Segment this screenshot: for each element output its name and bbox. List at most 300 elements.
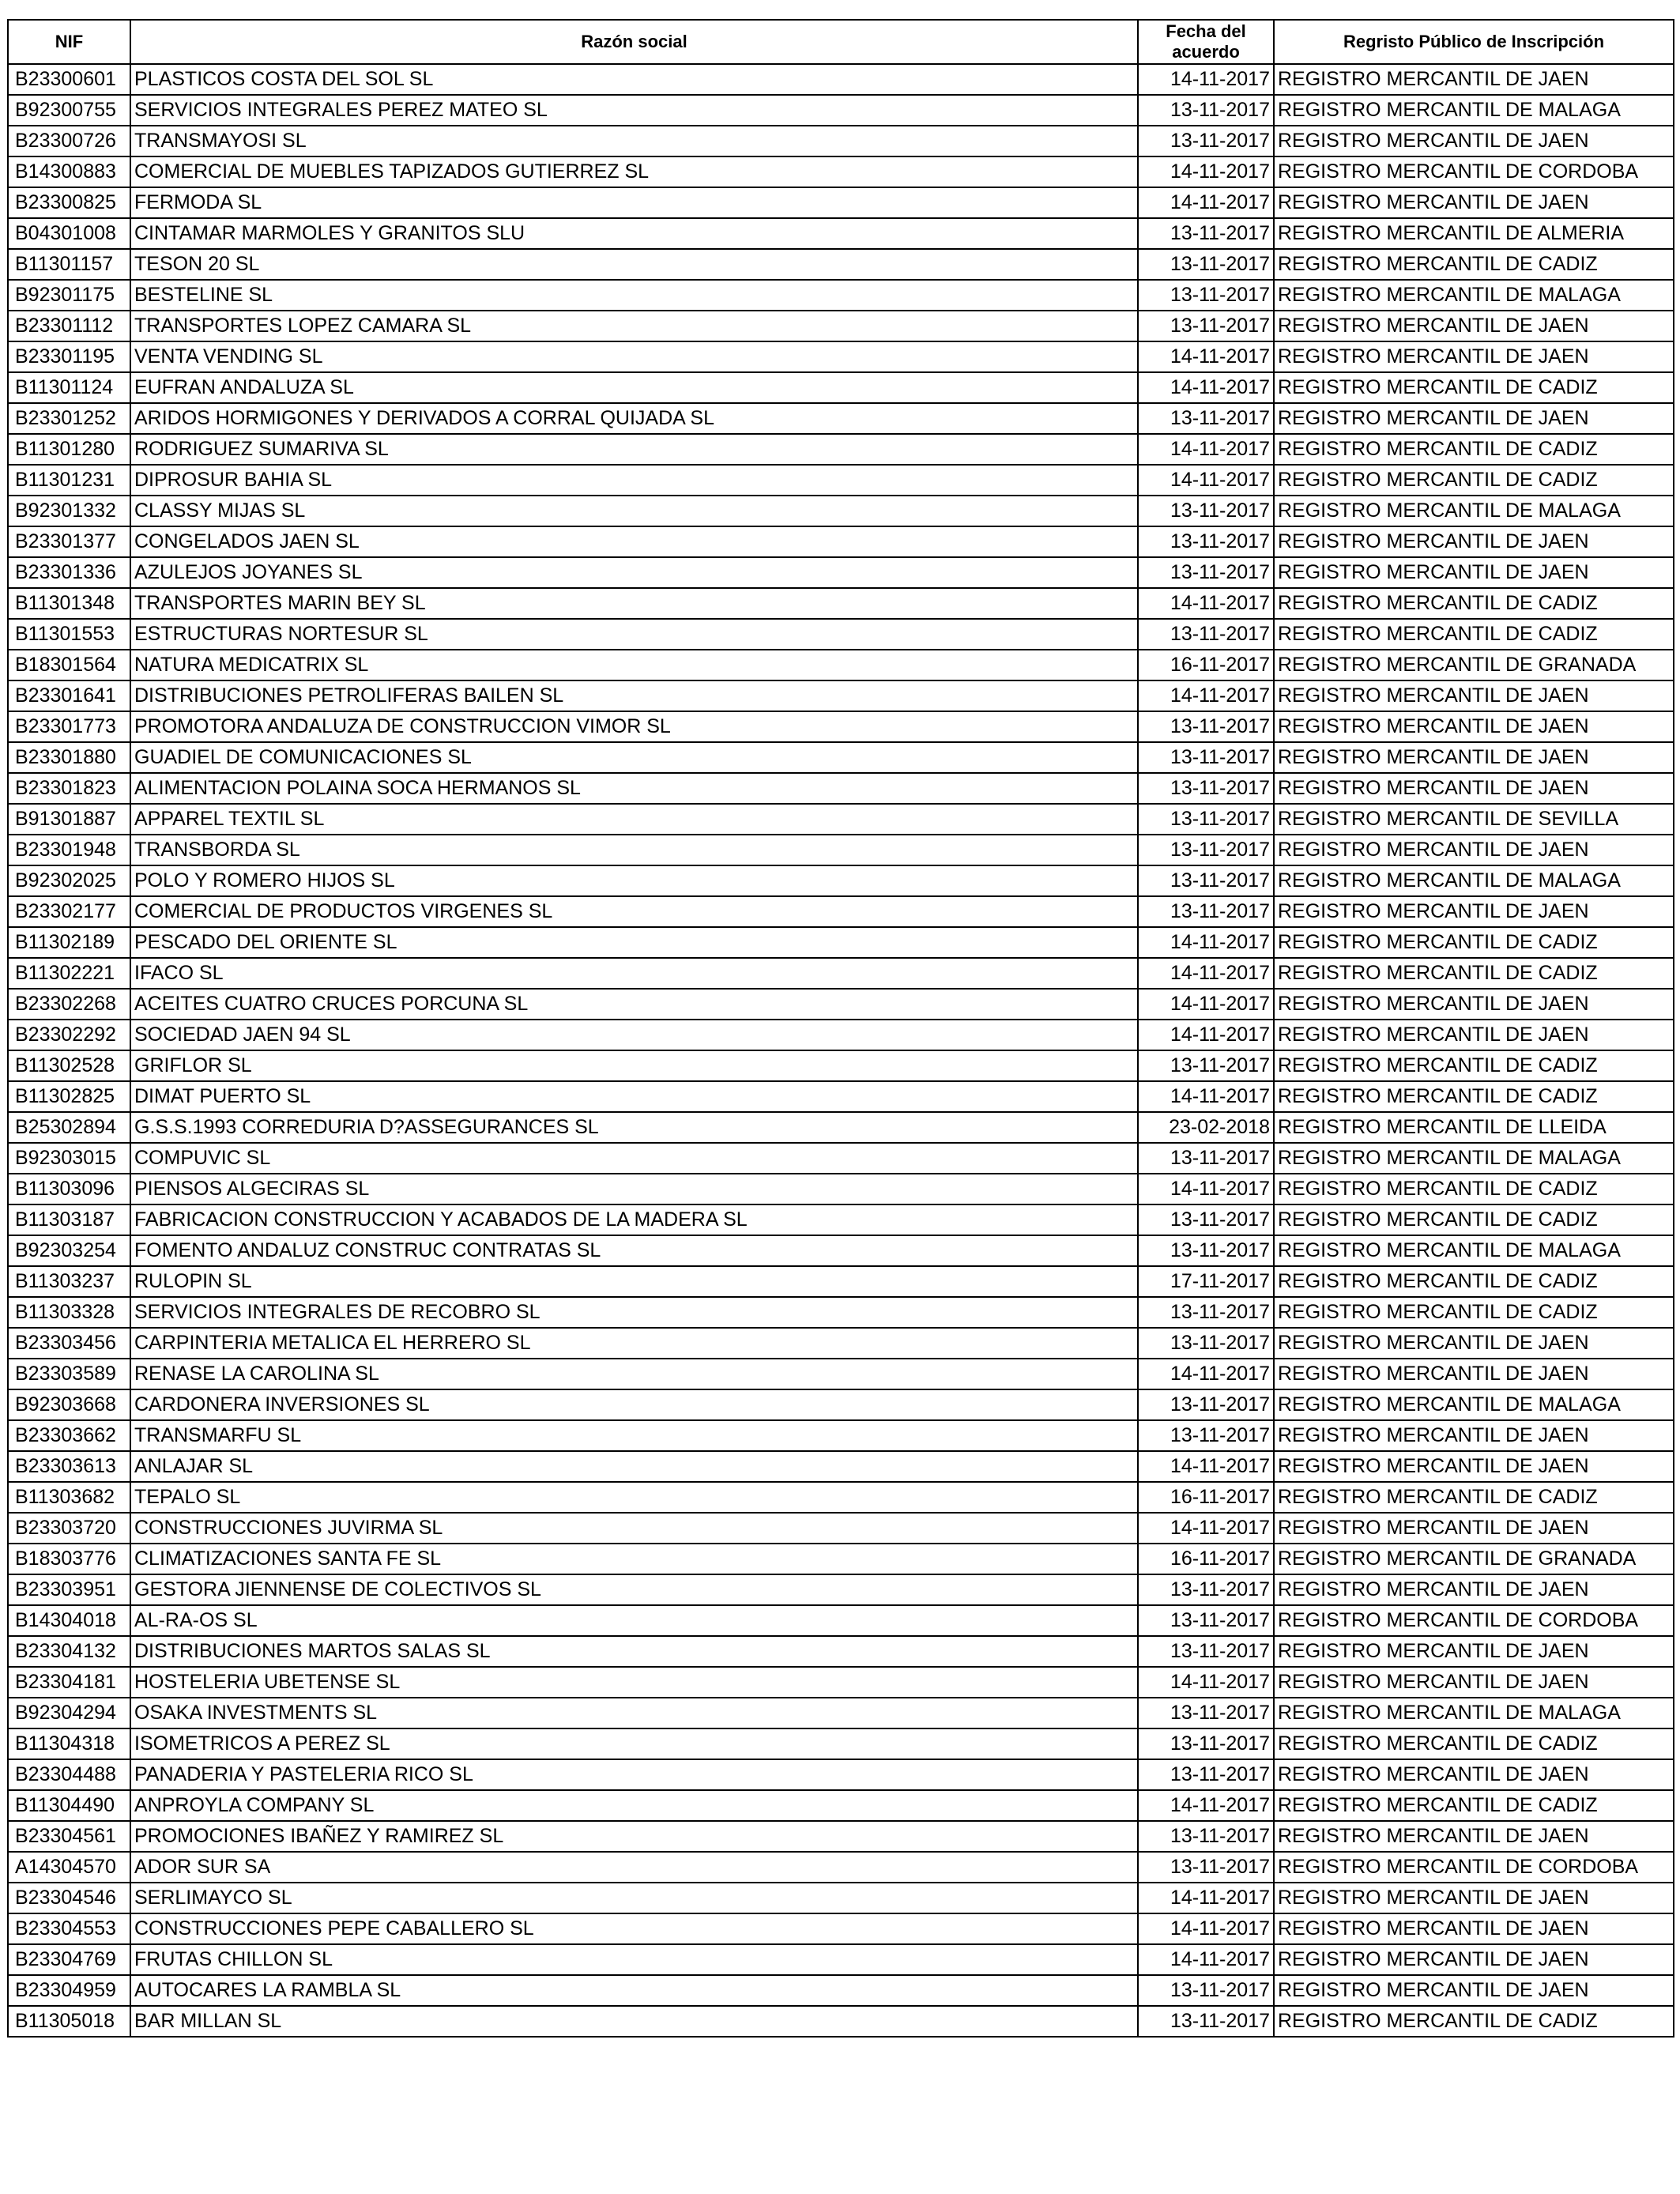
table-row: [8, 1204, 1674, 1235]
cell-registro: REGISTRO MERCANTIL DE JAEN: [1274, 1975, 1674, 2006]
cell-fecha: 14-11-2017: [1138, 1883, 1274, 1913]
cell-registro: REGISTRO MERCANTIL DE JAEN: [1274, 742, 1674, 773]
table-row: [8, 557, 1674, 588]
table-row: [8, 650, 1674, 680]
cell-registro: REGISTRO MERCANTIL DE JAEN: [1274, 1451, 1674, 1482]
table-row: [8, 1728, 1674, 1759]
cell-nif: B23304546: [8, 1883, 130, 1913]
cell-fecha: 16-11-2017: [1138, 1544, 1274, 1574]
cell-fecha: 14-11-2017: [1138, 1667, 1274, 1698]
cell-nif: B11301553: [8, 619, 130, 650]
cell-razon-social: ARIDOS HORMIGONES Y DERIVADOS A CORRAL QUIJADA SL: [130, 403, 1138, 434]
table-row: [8, 403, 1674, 434]
cell-razon-social: DISTRIBUCIONES PETROLIFERAS BAILEN SL: [130, 680, 1138, 711]
table-row: [8, 1235, 1674, 1266]
cell-razon-social: AUTOCARES LA RAMBLA SL: [130, 1975, 1138, 2006]
cell-nif: B11303187: [8, 1204, 130, 1235]
cell-registro: REGISTRO MERCANTIL DE CADIZ: [1274, 1204, 1674, 1235]
cell-razon-social: RULOPIN SL: [130, 1266, 1138, 1297]
cell-registro: REGISTRO MERCANTIL DE MALAGA: [1274, 280, 1674, 311]
cell-nif: B23304561: [8, 1821, 130, 1852]
cell-fecha: 23-02-2018: [1138, 1112, 1274, 1143]
header-fecha-acuerdo: Fecha del acuerdo: [1138, 20, 1274, 64]
cell-registro: REGISTRO MERCANTIL DE JAEN: [1274, 835, 1674, 865]
table-row: [8, 218, 1674, 249]
cell-razon-social: CINTAMAR MARMOLES Y GRANITOS SLU: [130, 218, 1138, 249]
table-row: [8, 1081, 1674, 1112]
cell-fecha: 13-11-2017: [1138, 526, 1274, 557]
cell-nif: B14304018: [8, 1605, 130, 1636]
cell-registro: REGISTRO MERCANTIL DE CORDOBA: [1274, 1605, 1674, 1636]
cell-razon-social: EUFRAN ANDALUZA SL: [130, 372, 1138, 403]
cell-registro: REGISTRO MERCANTIL DE SEVILLA: [1274, 804, 1674, 835]
cell-razon-social: PIENSOS ALGECIRAS SL: [130, 1174, 1138, 1204]
cell-fecha: 13-11-2017: [1138, 95, 1274, 126]
cell-registro: REGISTRO MERCANTIL DE JAEN: [1274, 1513, 1674, 1544]
cell-nif: B23301112: [8, 311, 130, 341]
cell-nif: B23304181: [8, 1667, 130, 1698]
table-row: [8, 1759, 1674, 1790]
table-row: [8, 1790, 1674, 1821]
cell-nif: B92301175: [8, 280, 130, 311]
cell-razon-social: ADOR SUR SA: [130, 1852, 1138, 1883]
cell-razon-social: FRUTAS CHILLON SL: [130, 1944, 1138, 1975]
cell-nif: B18301564: [8, 650, 130, 680]
cell-razon-social: VENTA VENDING SL: [130, 341, 1138, 372]
cell-nif: B23303589: [8, 1359, 130, 1389]
table-row: [8, 588, 1674, 619]
cell-fecha: 14-11-2017: [1138, 372, 1274, 403]
cell-registro: REGISTRO MERCANTIL DE JAEN: [1274, 1944, 1674, 1975]
table-row: [8, 1698, 1674, 1728]
cell-registro: REGISTRO MERCANTIL DE JAEN: [1274, 403, 1674, 434]
cell-nif: B92302025: [8, 865, 130, 896]
cell-razon-social: TESON 20 SL: [130, 249, 1138, 280]
cell-registro: REGISTRO MERCANTIL DE JAEN: [1274, 773, 1674, 804]
table-row: [8, 1883, 1674, 1913]
cell-nif: B23300726: [8, 126, 130, 156]
cell-razon-social: PLASTICOS COSTA DEL SOL SL: [130, 64, 1138, 95]
cell-razon-social: POLO Y ROMERO HIJOS SL: [130, 865, 1138, 896]
table-row: [8, 1852, 1674, 1883]
cell-razon-social: FERMODA SL: [130, 187, 1138, 218]
cell-nif: B18303776: [8, 1544, 130, 1574]
cell-razon-social: ALIMENTACION POLAINA SOCA HERMANOS SL: [130, 773, 1138, 804]
cell-nif: B04301008: [8, 218, 130, 249]
table-row: [8, 1389, 1674, 1420]
cell-registro: REGISTRO MERCANTIL DE JAEN: [1274, 557, 1674, 588]
cell-registro: REGISTRO MERCANTIL DE JAEN: [1274, 126, 1674, 156]
cell-nif: B23301252: [8, 403, 130, 434]
cell-registro: REGISTRO MERCANTIL DE CADIZ: [1274, 1297, 1674, 1328]
cell-nif: B23301641: [8, 680, 130, 711]
cell-razon-social: CARPINTERIA METALICA EL HERRERO SL: [130, 1328, 1138, 1359]
cell-nif: B23301377: [8, 526, 130, 557]
cell-razon-social: OSAKA INVESTMENTS SL: [130, 1698, 1138, 1728]
cell-nif: B23303662: [8, 1420, 130, 1451]
cell-nif: B25302894: [8, 1112, 130, 1143]
table-row: [8, 1266, 1674, 1297]
cell-nif: B11305018: [8, 2006, 130, 2037]
cell-fecha: 13-11-2017: [1138, 1420, 1274, 1451]
cell-razon-social: GRIFLOR SL: [130, 1050, 1138, 1081]
table-row: [8, 1020, 1674, 1050]
cell-fecha: 14-11-2017: [1138, 1020, 1274, 1050]
cell-nif: B23303720: [8, 1513, 130, 1544]
cell-registro: REGISTRO MERCANTIL DE JAEN: [1274, 1883, 1674, 1913]
cell-registro: REGISTRO MERCANTIL DE CADIZ: [1274, 1790, 1674, 1821]
cell-registro: REGISTRO MERCANTIL DE MALAGA: [1274, 1235, 1674, 1266]
cell-nif: B11301280: [8, 434, 130, 465]
cell-nif: B92300755: [8, 95, 130, 126]
table-row: [8, 835, 1674, 865]
cell-registro: REGISTRO MERCANTIL DE CADIZ: [1274, 249, 1674, 280]
cell-nif: B23301948: [8, 835, 130, 865]
cell-razon-social: BESTELINE SL: [130, 280, 1138, 311]
cell-fecha: 13-11-2017: [1138, 218, 1274, 249]
cell-fecha: 13-11-2017: [1138, 1852, 1274, 1883]
cell-razon-social: SERVICIOS INTEGRALES PEREZ MATEO SL: [130, 95, 1138, 126]
cell-razon-social: PANADERIA Y PASTELERIA RICO SL: [130, 1759, 1138, 1790]
cell-fecha: 14-11-2017: [1138, 64, 1274, 95]
cell-nif: A14304570: [8, 1852, 130, 1883]
cell-registro: REGISTRO MERCANTIL DE JAEN: [1274, 1821, 1674, 1852]
cell-razon-social: ISOMETRICOS A PEREZ SL: [130, 1728, 1138, 1759]
cell-registro: REGISTRO MERCANTIL DE JAEN: [1274, 1328, 1674, 1359]
cell-nif: B11303682: [8, 1482, 130, 1513]
cell-registro: REGISTRO MERCANTIL DE JAEN: [1274, 1913, 1674, 1944]
cell-razon-social: RENASE LA CAROLINA SL: [130, 1359, 1138, 1389]
cell-razon-social: ANLAJAR SL: [130, 1451, 1138, 1482]
cell-nif: B23303613: [8, 1451, 130, 1482]
cell-registro: REGISTRO MERCANTIL DE JAEN: [1274, 1359, 1674, 1389]
table-row: [8, 680, 1674, 711]
cell-fecha: 14-11-2017: [1138, 927, 1274, 958]
cell-razon-social: TRANSPORTES LOPEZ CAMARA SL: [130, 311, 1138, 341]
cell-nif: B23300825: [8, 187, 130, 218]
table-row: [8, 249, 1674, 280]
cell-registro: REGISTRO MERCANTIL DE CADIZ: [1274, 927, 1674, 958]
cell-nif: B23301773: [8, 711, 130, 742]
cell-registro: REGISTRO MERCANTIL DE MALAGA: [1274, 1389, 1674, 1420]
cell-razon-social: GUADIEL DE COMUNICACIONES SL: [130, 742, 1138, 773]
cell-razon-social: GESTORA JIENNENSE DE COLECTIVOS SL: [130, 1574, 1138, 1605]
cell-razon-social: SERVICIOS INTEGRALES DE RECOBRO SL: [130, 1297, 1138, 1328]
table-row: [8, 1821, 1674, 1852]
cell-fecha: 13-11-2017: [1138, 711, 1274, 742]
cell-razon-social: ANPROYLA COMPANY SL: [130, 1790, 1138, 1821]
table-row: [8, 1574, 1674, 1605]
cell-razon-social: SOCIEDAD JAEN 94 SL: [130, 1020, 1138, 1050]
table-row: [8, 1297, 1674, 1328]
cell-fecha: 16-11-2017: [1138, 1482, 1274, 1513]
cell-registro: REGISTRO MERCANTIL DE MALAGA: [1274, 1698, 1674, 1728]
cell-razon-social: TEPALO SL: [130, 1482, 1138, 1513]
cell-razon-social: TRANSMARFU SL: [130, 1420, 1138, 1451]
cell-razon-social: COMERCIAL DE PRODUCTOS VIRGENES SL: [130, 896, 1138, 927]
cell-nif: B11303096: [8, 1174, 130, 1204]
cell-registro: REGISTRO MERCANTIL DE JAEN: [1274, 1759, 1674, 1790]
table-row: [8, 1667, 1674, 1698]
cell-nif: B92303015: [8, 1143, 130, 1174]
cell-fecha: 14-11-2017: [1138, 958, 1274, 989]
table-row: [8, 865, 1674, 896]
cell-registro: REGISTRO MERCANTIL DE CADIZ: [1274, 434, 1674, 465]
table-row: [8, 1328, 1674, 1359]
cell-nif: B92303668: [8, 1389, 130, 1420]
cell-razon-social: G.S.S.1993 CORREDURIA D?ASSEGURANCES SL: [130, 1112, 1138, 1143]
cell-razon-social: APPAREL TEXTIL SL: [130, 804, 1138, 835]
cell-fecha: 14-11-2017: [1138, 1174, 1274, 1204]
header-razon-social: Razón social: [130, 20, 1138, 64]
table-body: [8, 64, 1674, 2037]
table-row: [8, 434, 1674, 465]
table-row: [8, 526, 1674, 557]
cell-registro: REGISTRO MERCANTIL DE GRANADA: [1274, 1544, 1674, 1574]
table-row: [8, 711, 1674, 742]
cell-nif: B11301231: [8, 465, 130, 496]
cell-fecha: 13-11-2017: [1138, 1698, 1274, 1728]
cell-fecha: 14-11-2017: [1138, 187, 1274, 218]
cell-registro: REGISTRO MERCANTIL DE MALAGA: [1274, 865, 1674, 896]
cell-razon-social: AZULEJOS JOYANES SL: [130, 557, 1138, 588]
table-row: [8, 619, 1674, 650]
cell-fecha: 13-11-2017: [1138, 1050, 1274, 1081]
cell-nif: B11303237: [8, 1266, 130, 1297]
cell-registro: REGISTRO MERCANTIL DE LLEIDA: [1274, 1112, 1674, 1143]
cell-fecha: 13-11-2017: [1138, 1389, 1274, 1420]
cell-nif: B23301336: [8, 557, 130, 588]
table-row: [8, 1174, 1674, 1204]
table-row: [8, 156, 1674, 187]
cell-registro: REGISTRO MERCANTIL DE JAEN: [1274, 187, 1674, 218]
cell-fecha: 13-11-2017: [1138, 773, 1274, 804]
cell-razon-social: TRANSBORDA SL: [130, 835, 1138, 865]
cell-nif: B11301124: [8, 372, 130, 403]
cell-registro: REGISTRO MERCANTIL DE GRANADA: [1274, 650, 1674, 680]
cell-razon-social: COMPUVIC SL: [130, 1143, 1138, 1174]
table-row: [8, 126, 1674, 156]
cell-razon-social: DISTRIBUCIONES MARTOS SALAS SL: [130, 1636, 1138, 1667]
cell-razon-social: BAR MILLAN SL: [130, 2006, 1138, 2037]
cell-registro: REGISTRO MERCANTIL DE JAEN: [1274, 341, 1674, 372]
cell-razon-social: IFACO SL: [130, 958, 1138, 989]
table-row: [8, 187, 1674, 218]
cell-nif: B23304488: [8, 1759, 130, 1790]
cell-registro: REGISTRO MERCANTIL DE JAEN: [1274, 896, 1674, 927]
cell-fecha: 13-11-2017: [1138, 1143, 1274, 1174]
cell-fecha: 16-11-2017: [1138, 650, 1274, 680]
cell-nif: B91301887: [8, 804, 130, 835]
cell-fecha: 13-11-2017: [1138, 311, 1274, 341]
cell-razon-social: COMERCIAL DE MUEBLES TAPIZADOS GUTIERREZ SL: [130, 156, 1138, 187]
cell-razon-social: DIMAT PUERTO SL: [130, 1081, 1138, 1112]
cell-nif: B11303328: [8, 1297, 130, 1328]
cell-registro: REGISTRO MERCANTIL DE CADIZ: [1274, 1266, 1674, 1297]
table-row: [8, 1451, 1674, 1482]
cell-registro: REGISTRO MERCANTIL DE JAEN: [1274, 64, 1674, 95]
table-row: [8, 2006, 1674, 2037]
cell-razon-social: PROMOTORA ANDALUZA DE CONSTRUCCION VIMOR SL: [130, 711, 1138, 742]
cell-fecha: 14-11-2017: [1138, 989, 1274, 1020]
cell-nif: B92301332: [8, 496, 130, 526]
cell-registro: REGISTRO MERCANTIL DE JAEN: [1274, 1574, 1674, 1605]
cell-registro: REGISTRO MERCANTIL DE CADIZ: [1274, 1728, 1674, 1759]
cell-registro: REGISTRO MERCANTIL DE JAEN: [1274, 989, 1674, 1020]
cell-fecha: 14-11-2017: [1138, 465, 1274, 496]
cell-fecha: 13-11-2017: [1138, 1759, 1274, 1790]
cell-razon-social: SERLIMAYCO SL: [130, 1883, 1138, 1913]
cell-nif: B23304959: [8, 1975, 130, 2006]
cell-registro: REGISTRO MERCANTIL DE MALAGA: [1274, 496, 1674, 526]
cell-fecha: 13-11-2017: [1138, 1605, 1274, 1636]
cell-nif: B23302177: [8, 896, 130, 927]
cell-razon-social: CLASSY MIJAS SL: [130, 496, 1138, 526]
table-row: [8, 1359, 1674, 1389]
cell-fecha: 13-11-2017: [1138, 557, 1274, 588]
cell-fecha: 13-11-2017: [1138, 1328, 1274, 1359]
cell-registro: REGISTRO MERCANTIL DE JAEN: [1274, 680, 1674, 711]
cell-registro: REGISTRO MERCANTIL DE ALMERIA: [1274, 218, 1674, 249]
cell-razon-social: HOSTELERIA UBETENSE SL: [130, 1667, 1138, 1698]
table-row: [8, 95, 1674, 126]
cell-fecha: 13-11-2017: [1138, 1235, 1274, 1266]
cell-nif: B11302189: [8, 927, 130, 958]
cell-registro: REGISTRO MERCANTIL DE CADIZ: [1274, 1050, 1674, 1081]
cell-fecha: 14-11-2017: [1138, 1944, 1274, 1975]
table-row: [8, 927, 1674, 958]
cell-registro: REGISTRO MERCANTIL DE MALAGA: [1274, 1143, 1674, 1174]
cell-nif: B14300883: [8, 156, 130, 187]
table-row: [8, 1143, 1674, 1174]
cell-nif: B11301348: [8, 588, 130, 619]
cell-registro: REGISTRO MERCANTIL DE CADIZ: [1274, 619, 1674, 650]
cell-fecha: 13-11-2017: [1138, 1821, 1274, 1852]
companies-table: [7, 19, 1674, 2038]
cell-fecha: 13-11-2017: [1138, 2006, 1274, 2037]
table-row: [8, 773, 1674, 804]
cell-razon-social: FABRICACION CONSTRUCCION Y ACABADOS DE LA MADERA SL: [130, 1204, 1138, 1235]
cell-nif: B23302292: [8, 1020, 130, 1050]
table-row: [8, 465, 1674, 496]
cell-nif: B23304132: [8, 1636, 130, 1667]
cell-nif: B23301880: [8, 742, 130, 773]
cell-razon-social: PESCADO DEL ORIENTE SL: [130, 927, 1138, 958]
cell-fecha: 13-11-2017: [1138, 742, 1274, 773]
cell-nif: B11302825: [8, 1081, 130, 1112]
cell-fecha: 13-11-2017: [1138, 126, 1274, 156]
cell-registro: REGISTRO MERCANTIL DE JAEN: [1274, 1420, 1674, 1451]
cell-fecha: 13-11-2017: [1138, 1728, 1274, 1759]
table-row: [8, 1544, 1674, 1574]
cell-fecha: 13-11-2017: [1138, 1636, 1274, 1667]
cell-nif: B92304294: [8, 1698, 130, 1728]
cell-nif: B11301157: [8, 249, 130, 280]
table-row: [8, 1420, 1674, 1451]
cell-fecha: 14-11-2017: [1138, 1790, 1274, 1821]
table-row: [8, 64, 1674, 95]
cell-fecha: 13-11-2017: [1138, 1975, 1274, 2006]
cell-razon-social: CLIMATIZACIONES SANTA FE SL: [130, 1544, 1138, 1574]
cell-razon-social: TRANSPORTES MARIN BEY SL: [130, 588, 1138, 619]
cell-razon-social: CONSTRUCCIONES JUVIRMA SL: [130, 1513, 1138, 1544]
table-row: [8, 280, 1674, 311]
cell-registro: REGISTRO MERCANTIL DE CADIZ: [1274, 1174, 1674, 1204]
cell-nif: B23300601: [8, 64, 130, 95]
cell-nif: B23303951: [8, 1574, 130, 1605]
cell-fecha: 13-11-2017: [1138, 865, 1274, 896]
cell-registro: REGISTRO MERCANTIL DE CADIZ: [1274, 958, 1674, 989]
cell-registro: REGISTRO MERCANTIL DE CADIZ: [1274, 465, 1674, 496]
cell-registro: REGISTRO MERCANTIL DE JAEN: [1274, 311, 1674, 341]
table-row: [8, 1513, 1674, 1544]
table-row: [8, 1482, 1674, 1513]
registry-document: [7, 19, 1673, 2038]
table-row: [8, 372, 1674, 403]
cell-fecha: 14-11-2017: [1138, 1451, 1274, 1482]
cell-fecha: 13-11-2017: [1138, 1574, 1274, 1605]
table-row: [8, 311, 1674, 341]
table-row: [8, 989, 1674, 1020]
cell-registro: REGISTRO MERCANTIL DE JAEN: [1274, 1020, 1674, 1050]
cell-fecha: 14-11-2017: [1138, 1359, 1274, 1389]
header-registro: Regristo Público de Inscripción: [1274, 20, 1674, 64]
cell-fecha: 13-11-2017: [1138, 619, 1274, 650]
table-row: [8, 1913, 1674, 1944]
cell-fecha: 14-11-2017: [1138, 434, 1274, 465]
cell-nif: B23301195: [8, 341, 130, 372]
table-row: [8, 958, 1674, 989]
cell-nif: B11302221: [8, 958, 130, 989]
cell-registro: REGISTRO MERCANTIL DE CORDOBA: [1274, 1852, 1674, 1883]
cell-fecha: 13-11-2017: [1138, 280, 1274, 311]
cell-razon-social: AL-RA-OS SL: [130, 1605, 1138, 1636]
cell-razon-social: TRANSMAYOSI SL: [130, 126, 1138, 156]
cell-fecha: 14-11-2017: [1138, 680, 1274, 711]
table-row: [8, 341, 1674, 372]
cell-fecha: 17-11-2017: [1138, 1266, 1274, 1297]
cell-razon-social: ACEITES CUATRO CRUCES PORCUNA SL: [130, 989, 1138, 1020]
cell-registro: REGISTRO MERCANTIL DE JAEN: [1274, 1667, 1674, 1698]
table-row: [8, 1636, 1674, 1667]
table-row: [8, 896, 1674, 927]
table-row: [8, 742, 1674, 773]
cell-fecha: 13-11-2017: [1138, 403, 1274, 434]
cell-nif: B23304769: [8, 1944, 130, 1975]
cell-razon-social: NATURA MEDICATRIX SL: [130, 650, 1138, 680]
cell-registro: REGISTRO MERCANTIL DE JAEN: [1274, 711, 1674, 742]
table-row: [8, 804, 1674, 835]
table-row: [8, 1112, 1674, 1143]
cell-registro: REGISTRO MERCANTIL DE JAEN: [1274, 1636, 1674, 1667]
cell-fecha: 13-11-2017: [1138, 249, 1274, 280]
cell-razon-social: PROMOCIONES IBAÑEZ Y RAMIREZ SL: [130, 1821, 1138, 1852]
cell-fecha: 14-11-2017: [1138, 341, 1274, 372]
cell-razon-social: ESTRUCTURAS NORTESUR SL: [130, 619, 1138, 650]
cell-fecha: 14-11-2017: [1138, 1081, 1274, 1112]
cell-nif: B92303254: [8, 1235, 130, 1266]
cell-razon-social: CONGELADOS JAEN SL: [130, 526, 1138, 557]
cell-fecha: 13-11-2017: [1138, 835, 1274, 865]
cell-registro: REGISTRO MERCANTIL DE CORDOBA: [1274, 156, 1674, 187]
cell-fecha: 13-11-2017: [1138, 1204, 1274, 1235]
cell-registro: REGISTRO MERCANTIL DE CADIZ: [1274, 1482, 1674, 1513]
cell-razon-social: DIPROSUR BAHIA SL: [130, 465, 1138, 496]
cell-razon-social: CARDONERA INVERSIONES SL: [130, 1389, 1138, 1420]
cell-registro: REGISTRO MERCANTIL DE CADIZ: [1274, 588, 1674, 619]
table-row: [8, 1975, 1674, 2006]
cell-registro: REGISTRO MERCANTIL DE CADIZ: [1274, 1081, 1674, 1112]
